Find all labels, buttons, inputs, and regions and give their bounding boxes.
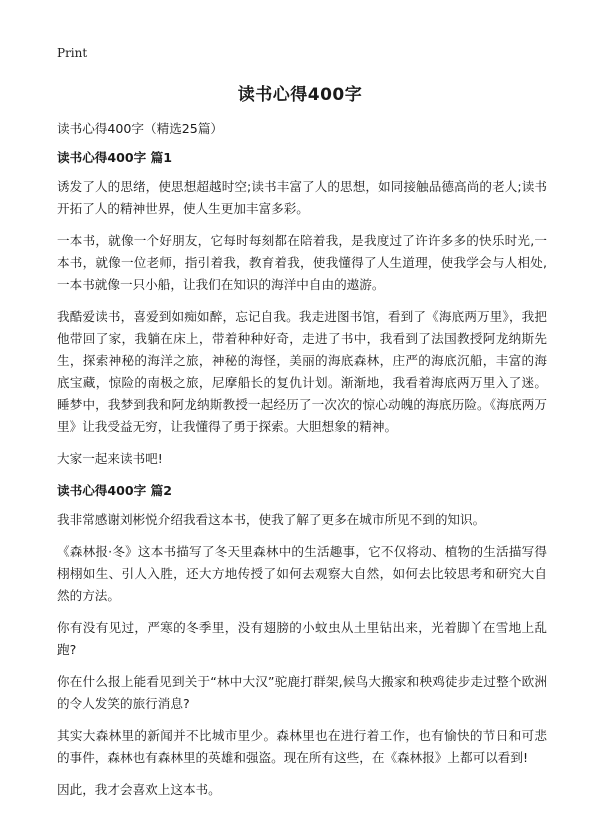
paragraph: 你在什么报上能看见到关于“林中大汉”驼鹿打群架,候鸟大搬家和秧鸡徒步走过整个欧洲的令人发笑的旅行消息?	[57, 674, 547, 711]
article-body	[57, 118, 547, 811]
paragraph: 诱发了人的思绪，使思想超越时空;读书丰富了人的思想，如同接触品德高尚的老人;读书开拓了人的精神世界，使人生更加丰富多彩。	[57, 179, 547, 216]
paragraph: 我非常感谢刘彬悦介绍我看这本书，使我了解了更多在城市所见不到的知识。	[57, 512, 486, 527]
paragraph: 因此，我才会喜欢上这本书。	[57, 782, 221, 797]
section-heading: 读书心得400字 篇2	[57, 483, 172, 498]
section-1	[57, 147, 547, 470]
paragraph: 《森林报·冬》这本书描写了冬天里森林中的生活趣事，它不仅将动、植物的生活描写得栩栩如生、引人入胜，还大方地传授了如何去观察大自然，如何去比较思考和研究大自然的方法。	[57, 544, 547, 603]
paragraph: 一本书，就像一个好朋友，它每时每刻都在陪着我，是我度过了许许多多的快乐时光,一本书，就像一位老师，指引着我，教育着我，使我懂得了人生道理，使我学会与人相处,一本书就像一只小船，让我们在知识的海洋中自由的遨游。	[57, 233, 547, 292]
paragraph: 你有没有见过，严寒的冬季里，没有翅膀的小蚊虫从土里钻出来，光着脚丫在雪地上乱跑?	[57, 620, 547, 657]
paragraph: 我酷爱读书，喜爱到如痴如醉，忘记自我。我走进图书馆，看到了《海底两万里》，我把他带回了家，我躺在床上，带着种种好奇，走进了书中，我看到了法国教授阿龙纳斯先生，探索神秘的海洋之旅，神秘的海怪，美丽的海底森林，庄严的海底沉船，丰富的海底宝藏，惊险的南极之旅，尼摩船长的复仇计划。渐渐地，我看着海底两万里入了迷。睡梦中，我梦到我和阿龙纳斯教授一起经历了一次次的惊心动魄的海底历险。《海底两万里》让我受益无穷，让我懂得了勇于探索。大胆想象的精神。	[57, 309, 547, 434]
page-title: 读书心得400字	[237, 85, 363, 105]
print-link[interactable]: Print	[57, 46, 88, 60]
section-heading: 读书心得400字 篇1	[57, 150, 172, 165]
article-subtitle: 读书心得400字（精选25篇）	[57, 121, 224, 136]
paragraph: 其实大森林里的新闻并不比城市里少。森林里也在进行着工作，也有愉快的节日和可悲的事件，森林也有森林里的英雄和强盗。现在所有这些，在《森林报》上都可以看到!	[57, 728, 547, 765]
section-2	[57, 480, 547, 801]
paragraph: 大家一起来读书吧!	[57, 451, 163, 466]
